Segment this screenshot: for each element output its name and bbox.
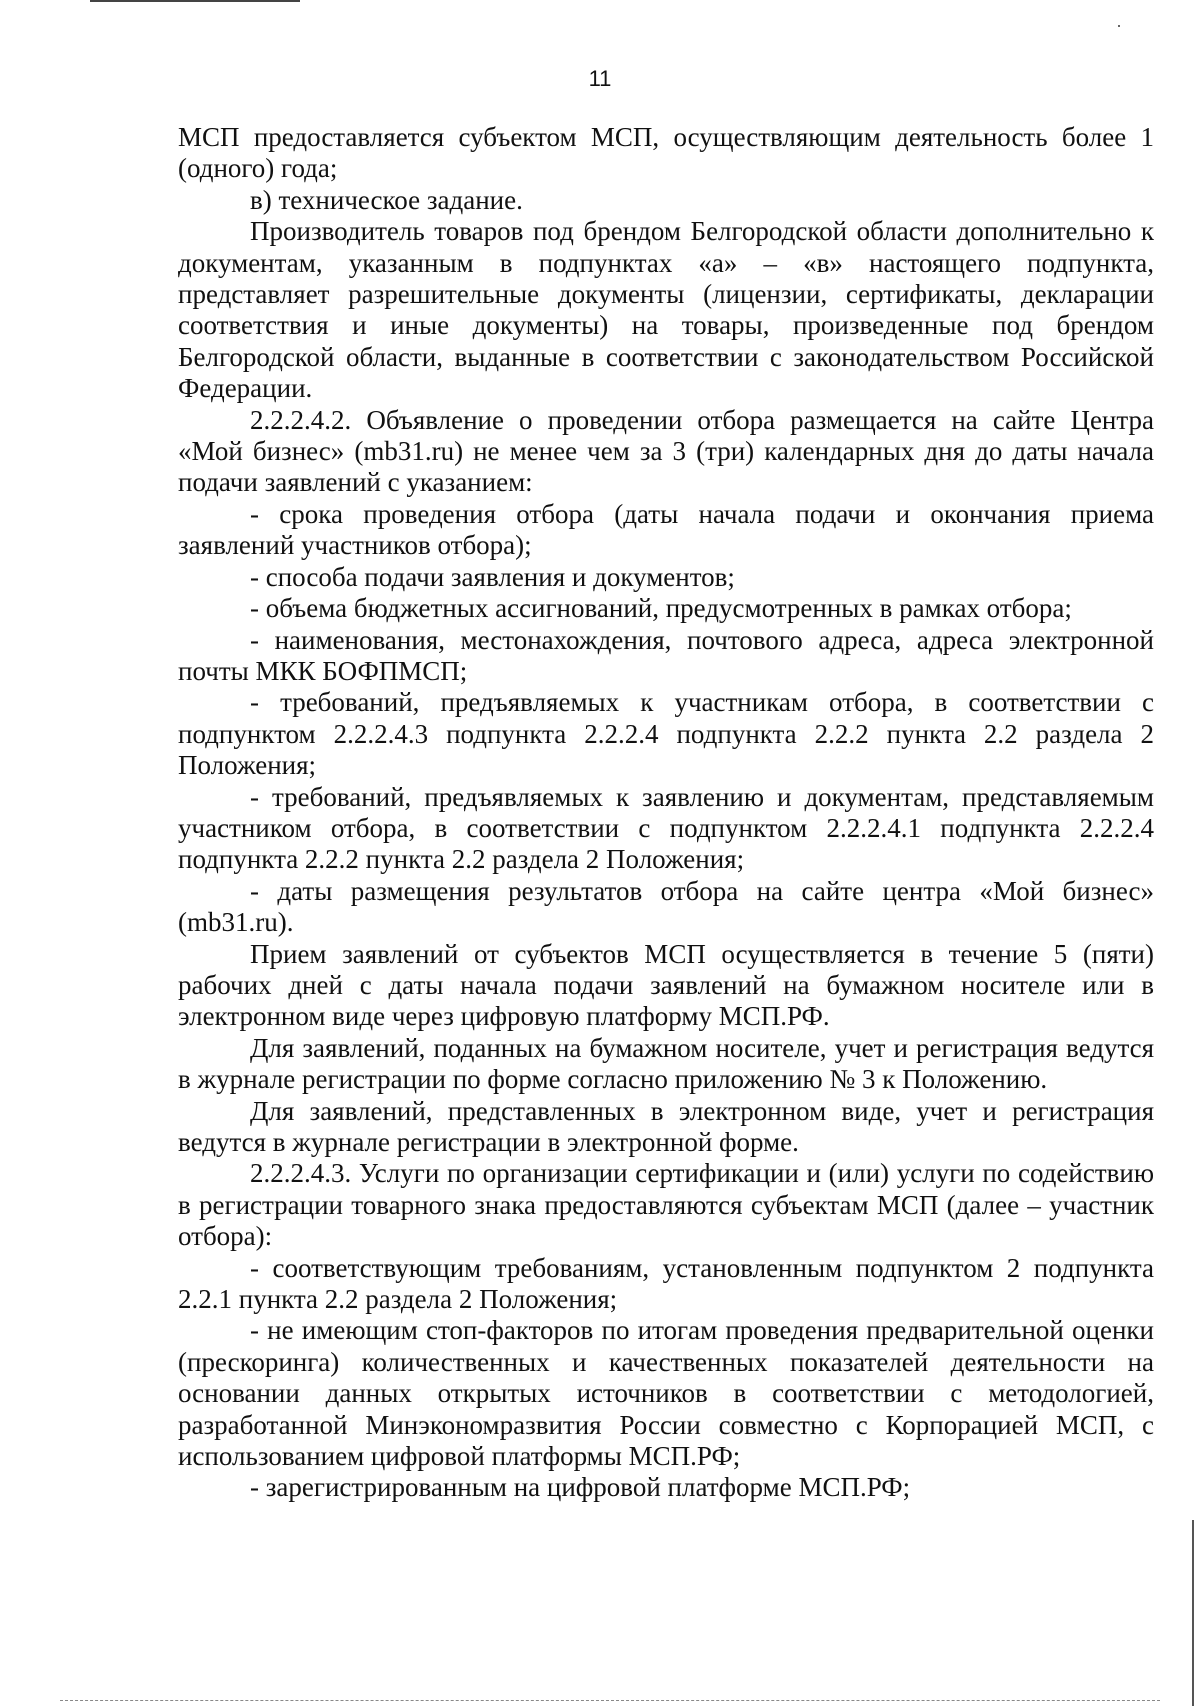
scan-artifact-top-line <box>90 0 300 2</box>
paragraph: - требований, предъявляемых к заявлению и документам, представляемым участником отбора, в соответствии с подпунктом 2.2.2.4.1 подпункта 2.2.2.4 подпункта 2.2.2 пункта 2.2 раздела 2 Положения; <box>178 781 1154 875</box>
scan-artifact-right-edge <box>1192 1520 1194 1706</box>
document-body <box>178 122 1154 1504</box>
paragraph: - соответствующим требованиям, установленным подпунктом 2 подпункта 2.2.1 пункта 2.2 раздела 2 Положения; <box>178 1252 1154 1315</box>
paragraph: - наименования, местонахождения, почтового адреса, адреса электронной почты МКК БОФПМСП; <box>178 624 1154 686</box>
paragraph: 2.2.2.4.2. Объявление о проведении отбора размещается на сайте Центра «Мой бизнес» (mb31.ru) не менее чем за 3 (три) календарных дня до даты начала подачи заявлений с указанием: <box>178 404 1154 498</box>
scan-artifact-dot <box>1118 25 1120 27</box>
paragraph: Для заявлений, поданных на бумажном носителе, учет и регистрация ведутся в журнале регистрации по форме согласно приложению № 3 к Положению. <box>178 1032 1154 1095</box>
paragraph: - не имеющим стоп-факторов по итогам проведения предварительной оценки (прескоринга) количественных и качественных показателей деятельности на основании данных открытых источников в соответствии с методологией, разработанной Минэкономразвития России совместно с Корпорацией МСП, с использованием цифровой платформы МСП.РФ; <box>178 1315 1154 1472</box>
paragraph: - объема бюджетных ассигнований, предусмотренных в рамках отбора; <box>250 593 1072 624</box>
paragraph: - требований, предъявляемых к участникам отбора, в соответствии с подпунктом 2.2.2.4.3 подпункта 2.2.2.4 подпункта 2.2.2 пункта 2.2 раздела 2 Положения; <box>178 687 1154 781</box>
paragraph: в) техническое задание. <box>250 184 523 215</box>
page-number: 11 <box>588 66 612 91</box>
scan-artifact-bottom-line <box>60 1700 1160 1702</box>
paragraph: МСП предоставляется субъектом МСП, осуществляющим деятельность более 1 (одного) года; <box>178 122 1154 184</box>
paragraph: 2.2.2.4.3. Услуги по организации сертификации и (или) услуги по содействию в регистрации товарного знака предоставляются субъектам МСП (далее – участник отбора): <box>178 1158 1154 1252</box>
paragraph: Производитель товаров под брендом Белгородской области дополнительно к документам, указанным в подпунктах «а» – «в» настоящего подпункта, представляет разрешительные документы (лицензии, сертификаты, декларации соответствия и иные документы) на товары, произведенные под брендом Белгородской области, выданные в соответствии с законодательством Российской Федерации. <box>178 216 1154 404</box>
paragraph: Для заявлений, представленных в электронном виде, учет и регистрация ведутся в журнале регистрации в электронной форме. <box>178 1095 1154 1157</box>
paragraph: - даты размещения результатов отбора на сайте центра «Мой бизнес» (mb31.ru). <box>178 875 1154 938</box>
paragraph: Прием заявлений от субъектов МСП осуществляется в течение 5 (пяти) рабочих дней с даты начала подачи заявлений на бумажном носителе или в электронном виде через цифровую платформу МСП.РФ. <box>178 938 1154 1032</box>
paragraph: - зарегистрированным на цифровой платформе МСП.РФ; <box>250 1472 911 1503</box>
paragraph: - способа подачи заявления и документов; <box>250 561 735 592</box>
paragraph: - срока проведения отбора (даты начала подачи и окончания приема заявлений участников отбора); <box>178 498 1154 561</box>
